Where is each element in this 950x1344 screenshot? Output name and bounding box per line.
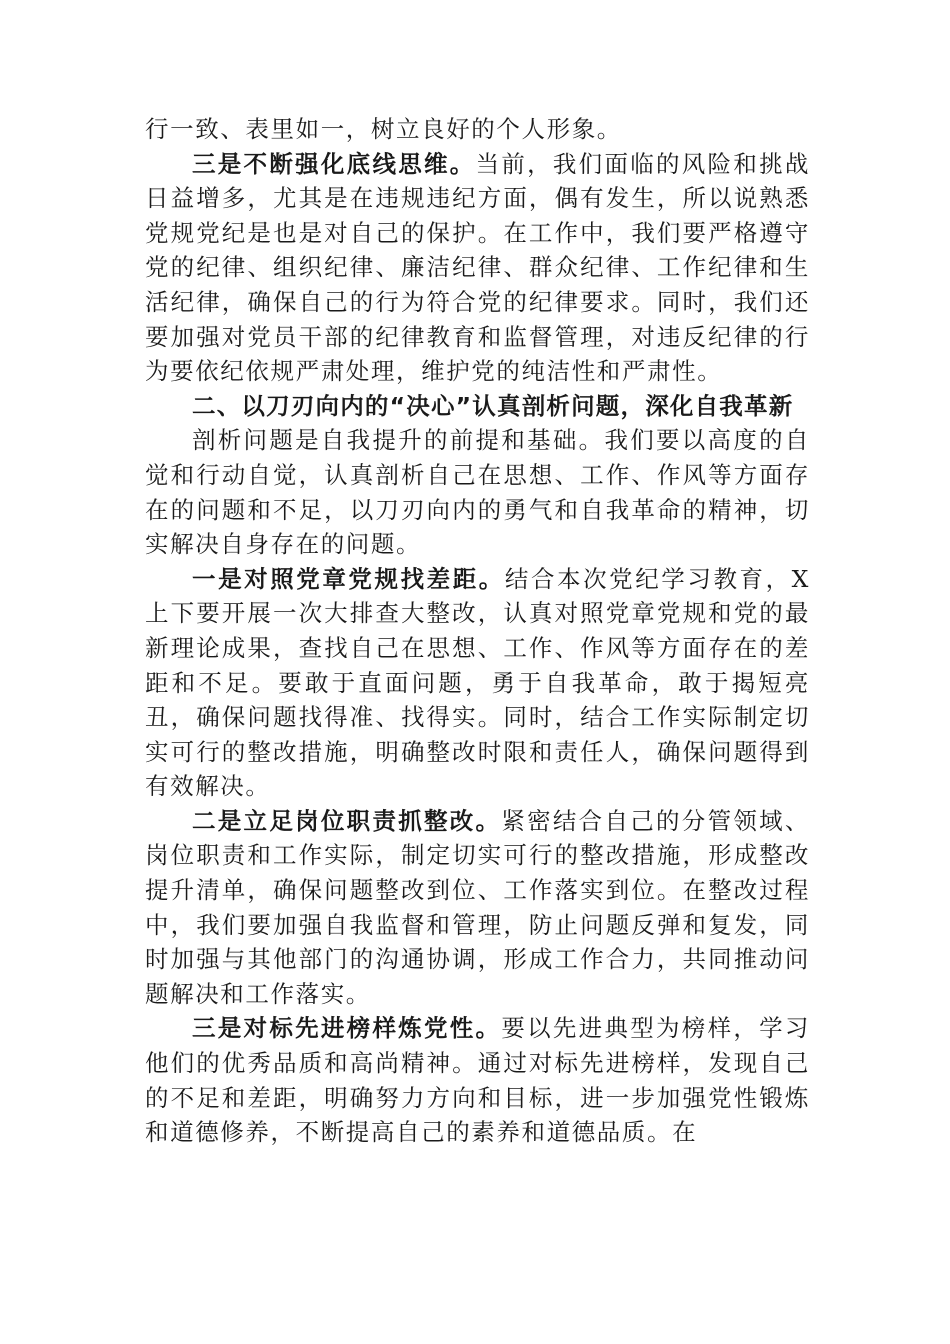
paragraph-find-gaps: [145, 562, 810, 804]
paragraph-lead: 三是不断强化底线思维。: [192, 149, 476, 178]
document-page: [145, 112, 810, 1150]
paragraph-text: 行一致、表里如一，树立良好的个人形象。: [145, 115, 622, 143]
paragraph-lead: 二是立足岗位职责抓整改。: [192, 806, 502, 835]
paragraph-intro: [145, 423, 810, 561]
section-heading: 二、以刀刃向内的“决心”认真剖析问题，深化自我革新: [192, 391, 794, 420]
paragraph-lead: 一是对照党章党规找差距。: [192, 564, 505, 593]
paragraph-text: 要以先进典型为榜样，学习他们的优秀品质和高尚精神。通过对标先进榜样，发现自己的不足和差距，明确努力方向和目标，进一步加强党性锻炼和道德修养，不断提高自己的素养和道德品质。在: [145, 1014, 811, 1147]
paragraph-role-models: [145, 1011, 810, 1149]
paragraph-text: 剖析问题是自我提升的前提和基础。我们要以高度的自觉和行动自觉，认真剖析自己在思想、工作、作风等方面存在的问题和不足，以刀刃向内的勇气和自我革命的精神，切实解决自身存在的问题。: [145, 426, 810, 559]
paragraph-lead: 三是对标先进榜样炼党性。: [192, 1014, 502, 1043]
paragraph-rectify: [145, 804, 810, 1012]
paragraph-text: 结合本次党纪学习教育，X上下要开展一次大排查大整改，认真对照党章党规和党的最新理论成果，查找自己在思想、工作、作风等方面存在的差距和不足。要敢于直面问题，勇于自我革命，敢于揭短亮丑，确保问题找得准、找得实。同时，结合工作实际制定切实可行的整改措施，明确整改时限和责任人，确保问题得到有效解决。: [145, 564, 810, 801]
paragraph-bottom-line-thinking: [145, 147, 810, 389]
paragraph-text: 当前，我们面临的风险和挑战日益增多，尤其是在违规违纪方面，偶有发生，所以说熟悉党规党纪是也是对自己的保护。在工作中，我们要严格遵守党的纪律、组织纪律、廉洁纪律、群众纪律、工作纪律和生活纪律，确保自己的行为符合党的纪律要求。同时，我们还要加强对党员干部的纪律教育和监督管理，对违反纪律的行为要依纪依规严肃处理，维护党的纯洁性和严肃性。: [145, 149, 810, 386]
paragraph-continuation: [145, 112, 810, 147]
paragraph-text: 紧密结合自己的分管领域、岗位职责和工作实际，制定切实可行的整改措施，形成整改提升清单，确保问题整改到位、工作落实到位。在整改过程中，我们要加强自我监督和管理，防止问题反弹和复发，同时加强与其他部门的沟通协调，形成工作合力，共同推动问题解决和工作落实。: [145, 806, 811, 1008]
